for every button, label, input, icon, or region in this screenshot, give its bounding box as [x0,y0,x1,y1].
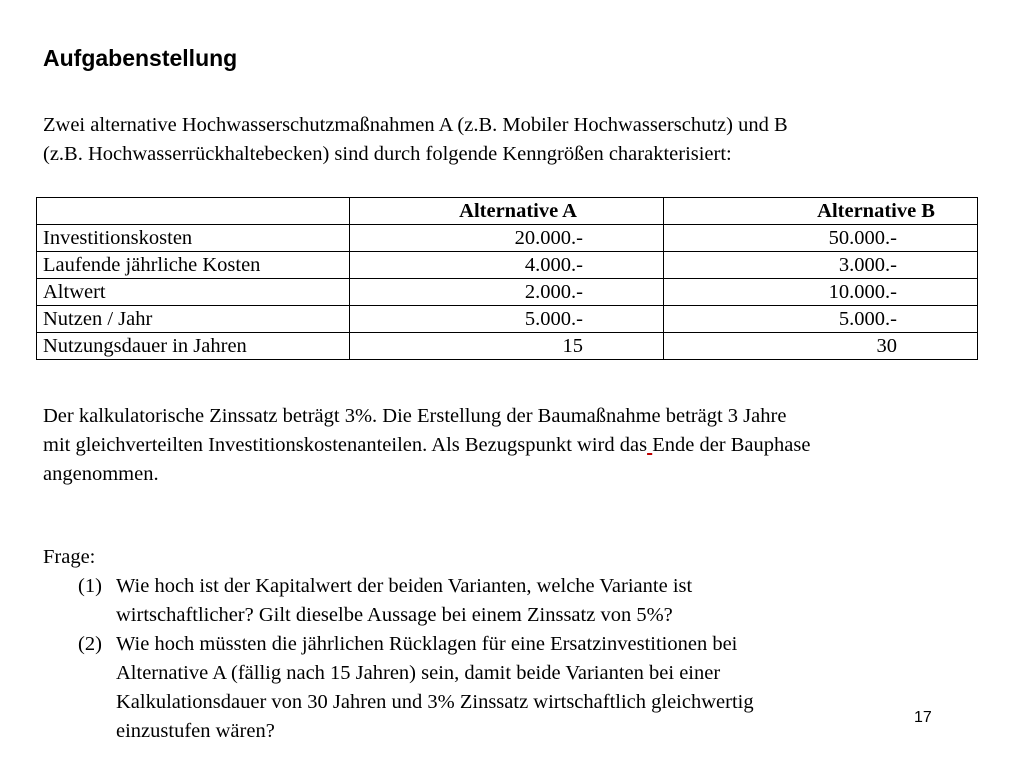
question-2 [78,630,754,746]
assumptions-line-2-part-2: Ende der Bauphase [652,434,811,456]
table-row [37,306,978,333]
assumptions-paragraph [43,402,810,489]
table-row [37,333,978,360]
assumptions-line-3: angenommen. [43,463,159,485]
table-header-alternative-b: Alternative B [664,198,978,225]
value-alternative-b: 50.000.- [664,225,978,252]
question-line: Wie hoch ist der Kapitalwert der beiden Varianten, welche Variante ist [116,575,693,597]
table-row [37,225,978,252]
kenngroessen-table [36,197,978,360]
row-label: Investitionskosten [37,225,350,252]
intro-line-2: (z.B. Hochwasserrückhaltebecken) sind durch folgende Kenngrößen charakterisiert: [43,143,732,165]
row-label: Altwert [37,279,350,306]
question-line: Kalkulationsdauer von 30 Jahren und 3% Zinssatz wirtschaftlich gleichwertig [116,691,754,713]
question-text [116,630,754,746]
question-1 [78,572,692,630]
row-label: Laufende jährliche Kosten [37,252,350,279]
question-line: Alternative A (fällig nach 15 Jahren) sein, damit beide Varianten bei einer [116,662,721,684]
value-alternative-b: 10.000.- [664,279,978,306]
assumptions-line-1: Der kalkulatorische Zinssatz beträgt 3%. Die Erstellung der Baumaßnahme beträgt 3 Jahre [43,405,787,427]
intro-paragraph [43,111,788,169]
table-header-row [37,198,978,225]
question-line: wirtschaftlicher? Gilt dieselbe Aussage bei einem Zinssatz von 5%? [116,604,673,626]
page-number: 17 [914,709,932,726]
question-line: einzustufen wären? [116,720,275,742]
question-number: (2) [78,633,102,655]
table-header-empty [37,198,350,225]
assumptions-line-2 [43,431,810,460]
question-line: Wie hoch müssten die jährlichen Rücklagen für eine Ersatzinvestitionen bei [116,633,738,655]
assumptions-line-2-part-1: mit gleichverteilten Investitionskostenanteilen. Als Bezugspunkt wird das [43,434,648,456]
frage-label: Frage: [43,546,96,568]
value-alternative-a: 2.000.- [350,279,664,306]
value-alternative-a: 4.000.- [350,252,664,279]
question-number: (1) [78,575,102,597]
value-alternative-a: 20.000.- [350,225,664,252]
row-label: Nutzungsdauer in Jahren [37,333,350,360]
row-label: Nutzen / Jahr [37,306,350,333]
table-row [37,279,978,306]
page-title: Aufgabenstellung [43,45,238,71]
question-text [116,572,692,630]
value-alternative-b: 5.000.- [664,306,978,333]
table-row [37,252,978,279]
table-header-alternative-a: Alternative A [350,198,664,225]
value-alternative-a: 15 [350,333,664,360]
value-alternative-a: 5.000.- [350,306,664,333]
value-alternative-b: 3.000.- [664,252,978,279]
intro-line-1: Zwei alternative Hochwasserschutzmaßnahmen A (z.B. Mobiler Hochwasserschutz) und B [43,114,788,136]
value-alternative-b: 30 [664,333,978,360]
